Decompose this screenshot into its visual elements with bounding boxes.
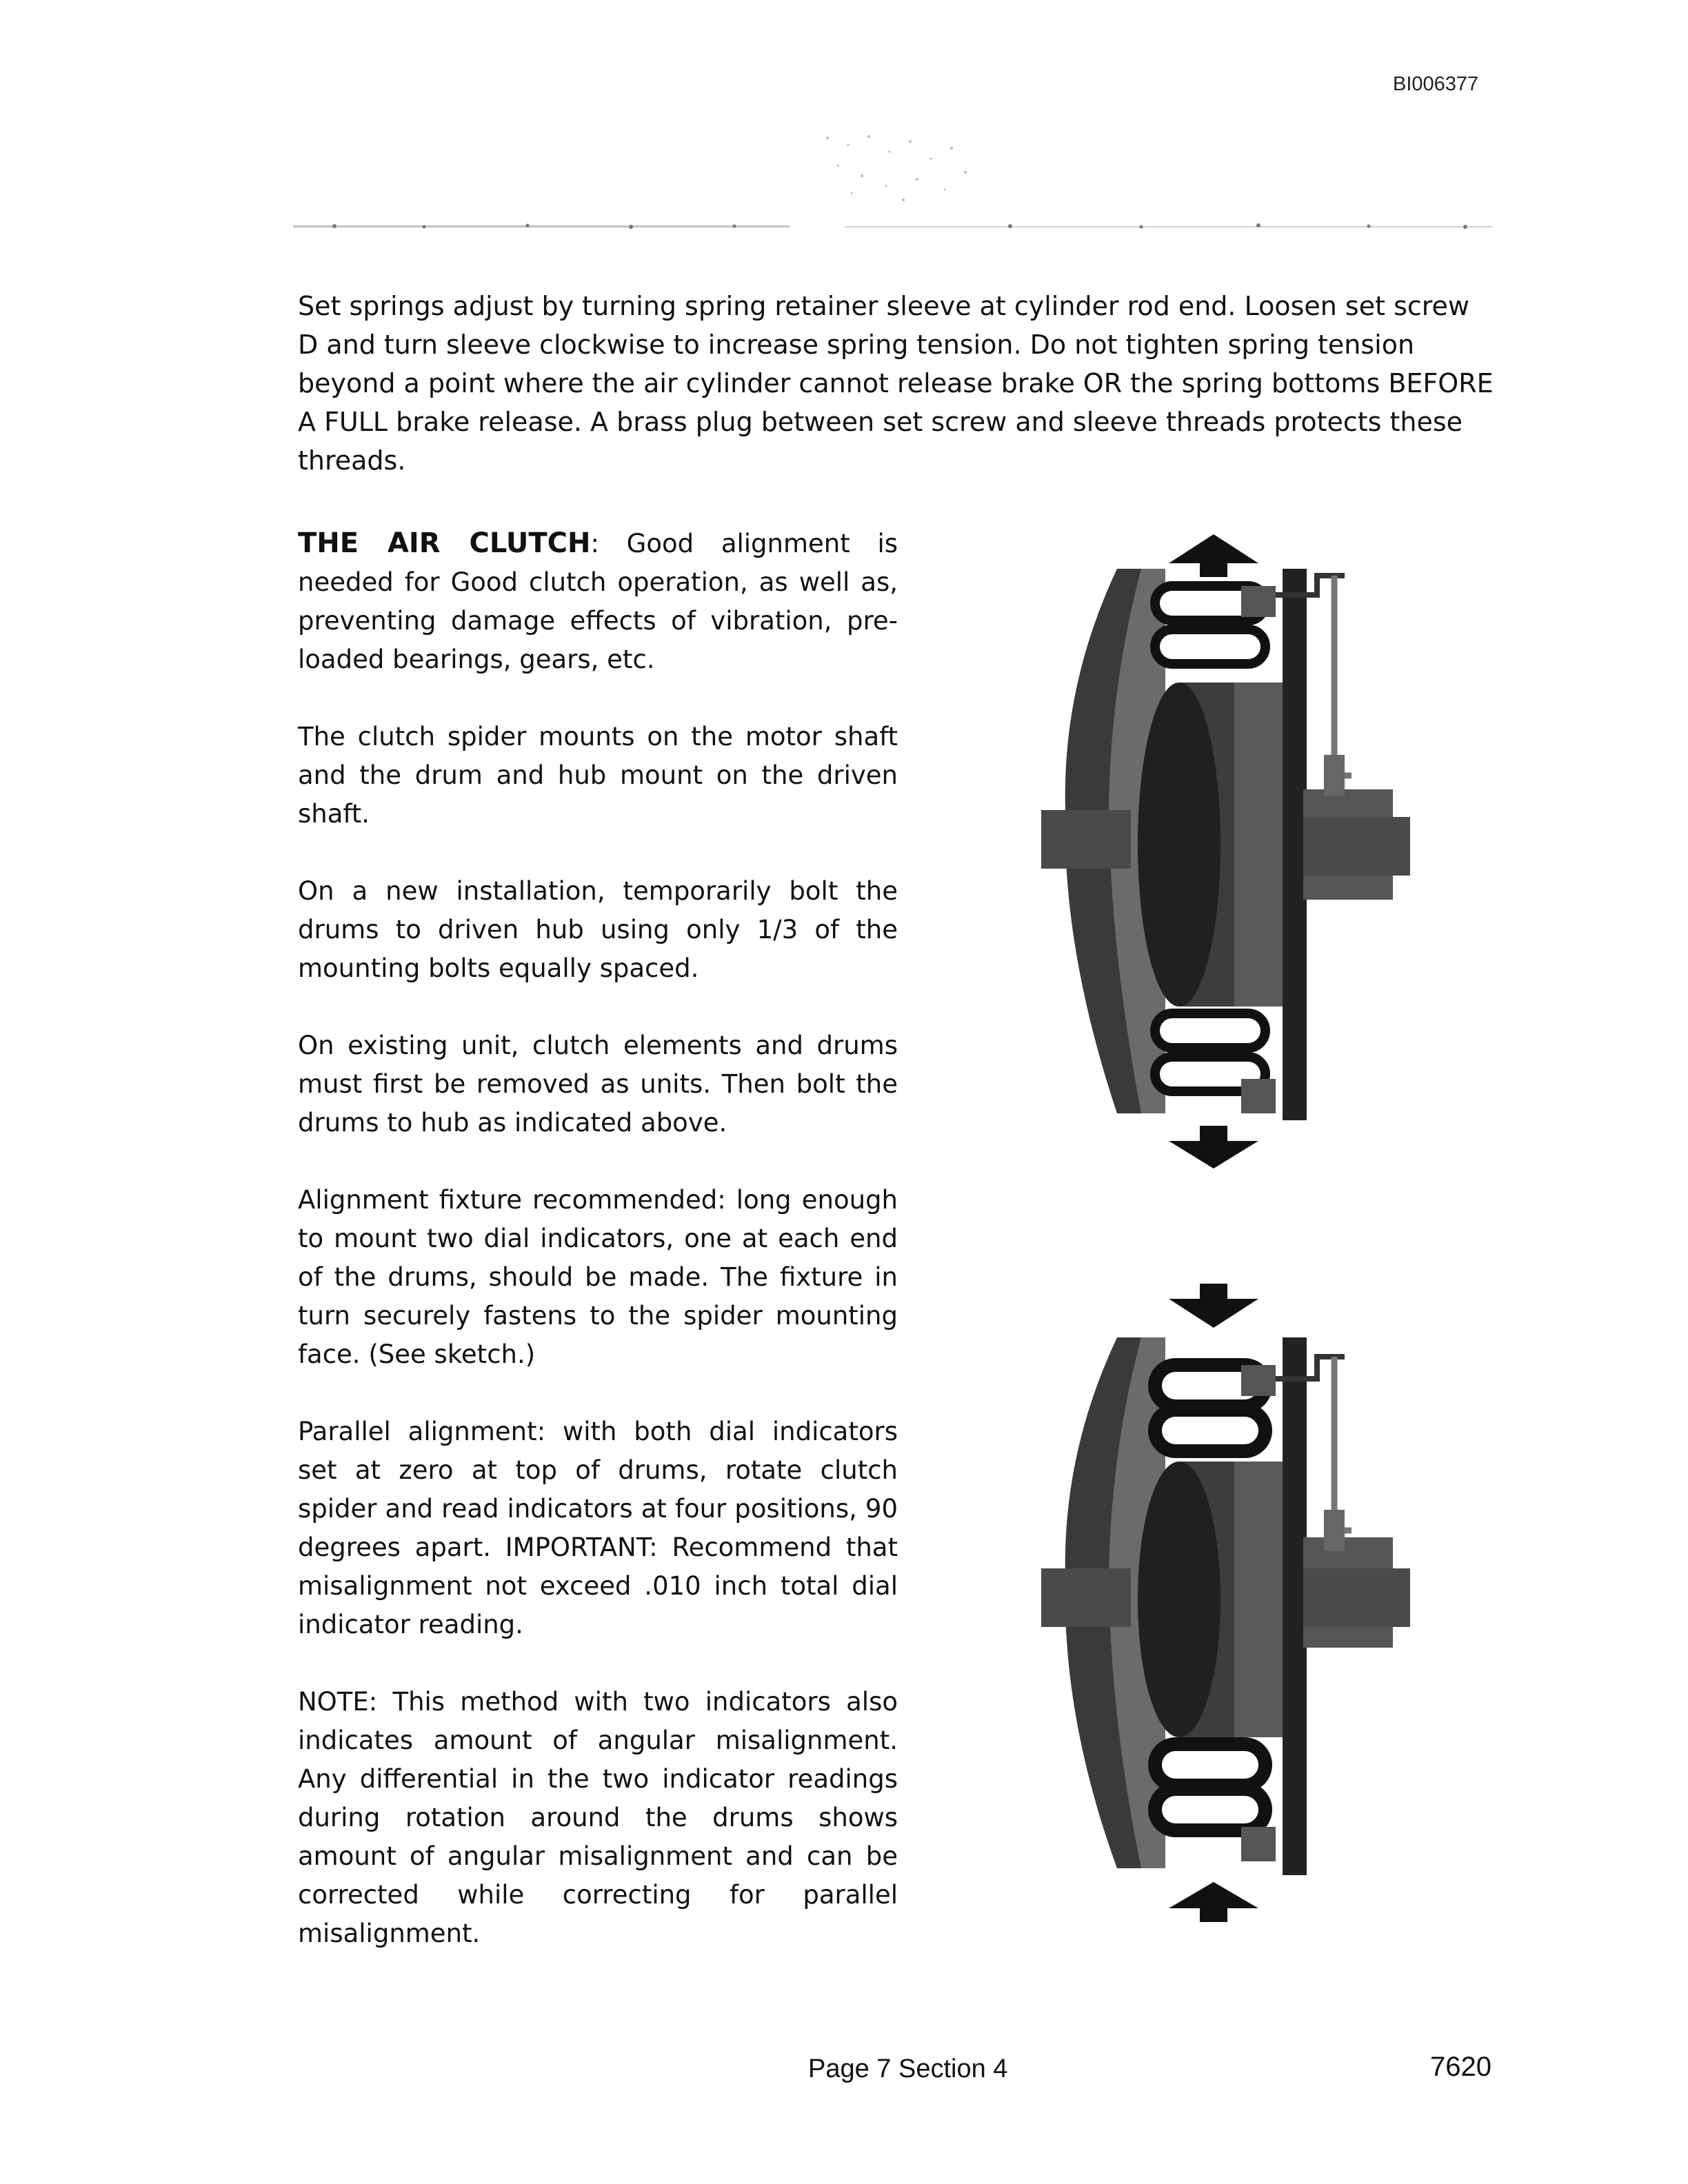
intro-paragraph: Set springs adjust by turning spring retainer sleeve at cylinder rod end. Loosen set screw D and turn sleeve clockwise to increase spring tension. Do not tighten spring tension beyond a point where the air cylinder cannot release brake OR the spring bottoms BEFORE A FULL brake release. A brass plug between set screw and sleeve threads protects these threads. bbox=[298, 291, 1494, 476]
arrow-up-icon bbox=[1169, 1882, 1258, 1922]
air-clutch-intro bbox=[298, 524, 898, 679]
arrow-down-icon bbox=[1169, 1126, 1258, 1169]
page-section-label: Page 7 Section 4 bbox=[808, 2054, 1008, 2083]
arrow-up-icon bbox=[1169, 534, 1258, 577]
document-number: 7620 bbox=[1430, 2052, 1491, 2082]
section-heading: THE AIR CLUTCH bbox=[298, 527, 591, 559]
clutch-contracted-illustration bbox=[1027, 1275, 1427, 1937]
arrow-down-icon bbox=[1169, 1284, 1258, 1328]
body-paragraph: On existing unit, clutch elements and drums must first be removed as units. Then bolt the drums to hub as indicated above. bbox=[298, 1031, 898, 1138]
body-paragraph: The clutch spider mounts on the motor shaft and the drum and hub mount on the driven shaft. bbox=[298, 722, 898, 829]
header-divider bbox=[293, 219, 1493, 234]
body-paragraph: On a new installation, temporarily bolt the drums to driven hub using only 1/3 of the mounting bolts equally spaced. bbox=[298, 876, 898, 983]
body-paragraph: Alignment fixture recommended: long enough to mount two dial indicators, one at each end of the drums, should be made. The fixture in turn securely fastens to the spider mounting face. (See sketch.) bbox=[298, 1185, 898, 1369]
body-paragraph: NOTE: This method with two indicators also indicates amount of angular misalignment. Any differential in the two indicator readings during rotation around the drums shows amount of angular misalignment and can be corrected while correcting for parallel misalignment. bbox=[298, 1687, 898, 1948]
air-clutch-section bbox=[298, 524, 898, 1992]
header-logo-smudge bbox=[807, 124, 986, 214]
clutch-expanded-illustration bbox=[1027, 520, 1427, 1182]
body-paragraph: Parallel alignment: with both dial indicators set at zero at top of drums, rotate clutch spider and read indicators at four positions, 90 degrees apart. IMPORTANT: Recommend that misalignment not exceed .010 inch total dial indicator reading. bbox=[298, 1417, 898, 1639]
document-id: BI006377 bbox=[1393, 73, 1479, 95]
section-heading-text: : Good alignment is needed for Good clutch operation, as well as, preventing damage effects of vibration, pre-loaded bearings, gears, etc. bbox=[298, 529, 898, 674]
